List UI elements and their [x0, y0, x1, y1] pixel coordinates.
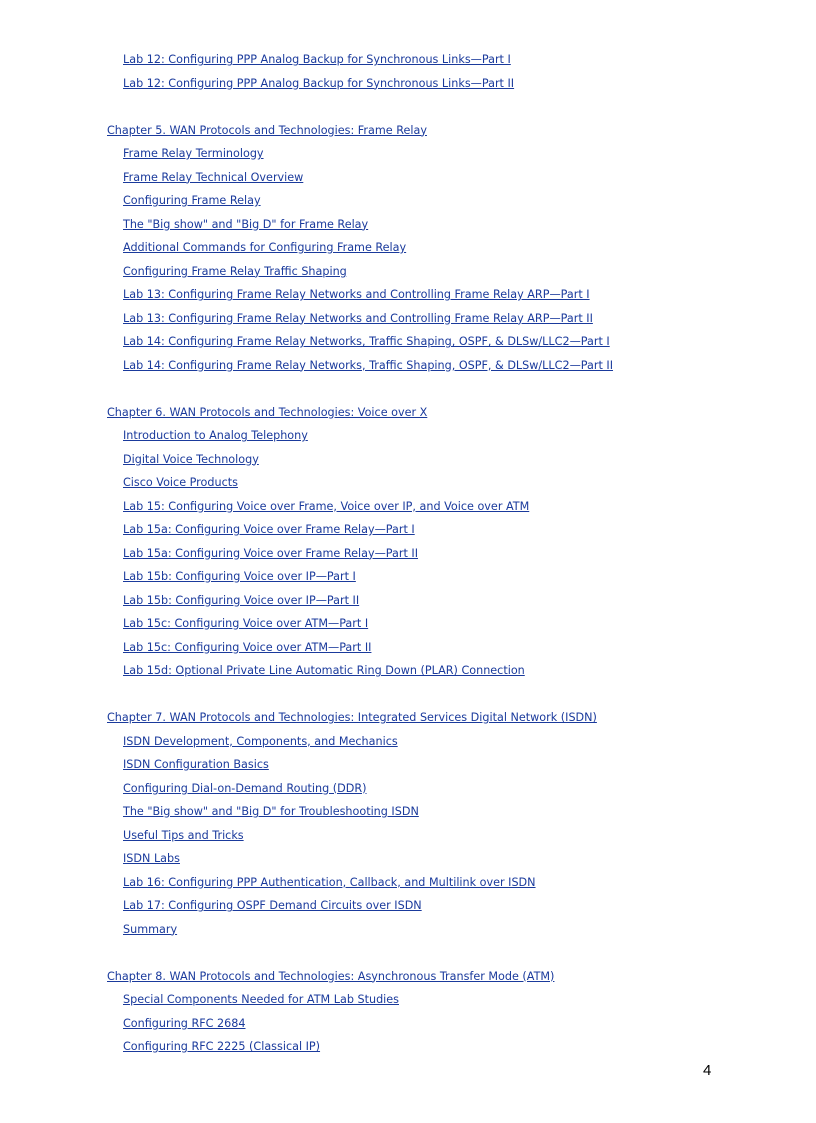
- toc-link[interactable]: ISDN Development, Components, and Mechanics: [123, 734, 398, 748]
- toc-link[interactable]: Lab 15c: Configuring Voice over ATM—Part I: [123, 617, 369, 630]
- toc-link[interactable]: Configuring RFC 2684: [123, 1016, 246, 1030]
- toc-link[interactable]: The "Big show" and "Big D" for Frame Relay: [123, 217, 369, 231]
- chapter-link[interactable]: Chapter 8. WAN Protocols and Technologies: Asynchronous Transfer Mode (ATM): [107, 969, 555, 983]
- toc-link[interactable]: Lab 13: Configuring Frame Relay Networks and Controlling Frame Relay ARP—Part I: [123, 288, 590, 301]
- toc-link[interactable]: Frame Relay Terminology: [123, 147, 264, 160]
- toc-link[interactable]: Summary: [123, 922, 178, 936]
- page-number: 4: [703, 1062, 712, 1079]
- section-spacer: [107, 99, 787, 123]
- toc-link[interactable]: Lab 15a: Configuring Voice over Frame Relay—Part I: [123, 523, 415, 536]
- toc-link[interactable]: Cisco Voice Products: [123, 476, 238, 489]
- toc-link[interactable]: Configuring Frame Relay: [123, 194, 261, 207]
- toc-link[interactable]: Lab 12: Configuring PPP Analog Backup for Synchronous Links—Part I: [123, 53, 511, 66]
- toc-link[interactable]: Lab 15b: Configuring Voice over IP—Part II: [123, 593, 360, 607]
- toc-link[interactable]: Lab 12: Configuring PPP Analog Backup for Synchronous Links—Part II: [123, 76, 515, 90]
- toc-link[interactable]: Lab 17: Configuring OSPF Demand Circuits over ISDN: [123, 899, 422, 912]
- toc-link[interactable]: Frame Relay Technical Overview: [123, 170, 304, 184]
- toc-link[interactable]: Lab 15c: Configuring Voice over ATM—Part II: [123, 640, 372, 654]
- toc-link[interactable]: Configuring RFC 2225 (Classical IP): [123, 1040, 321, 1053]
- toc-link[interactable]: Lab 15: Configuring Voice over Frame, Voice over IP, and Voice over ATM: [123, 499, 530, 513]
- toc-link[interactable]: Digital Voice Technology: [123, 452, 259, 466]
- section-spacer: [107, 945, 787, 969]
- toc-link[interactable]: Lab 15b: Configuring Voice over IP—Part I: [123, 570, 356, 583]
- section-spacer: [107, 381, 787, 405]
- chapter-link[interactable]: Chapter 7. WAN Protocols and Technologies: Integrated Services Digital Network (ISDN): [107, 711, 597, 724]
- toc-link[interactable]: Configuring Dial-on-Demand Routing (DDR): [123, 781, 367, 795]
- toc-link[interactable]: Additional Commands for Configuring Frame Relay: [123, 241, 407, 254]
- toc-link[interactable]: Special Components Needed for ATM Lab Studies: [123, 993, 399, 1006]
- toc-link[interactable]: Lab 14: Configuring Frame Relay Networks, Traffic Shaping, OSPF, & DLSw/LLC2—Part I: [123, 335, 610, 348]
- toc-link[interactable]: Configuring Frame Relay Traffic Shaping: [123, 264, 347, 278]
- toc-link[interactable]: Introduction to Analog Telephony: [123, 429, 308, 442]
- chapter-link[interactable]: Chapter 5. WAN Protocols and Technologies: Frame Relay: [107, 123, 427, 137]
- toc-link[interactable]: Lab 14: Configuring Frame Relay Networks, Traffic Shaping, OSPF, & DLSw/LLC2—Part II: [123, 358, 614, 372]
- toc-link[interactable]: Lab 15d: Optional Private Line Automatic Ring Down (PLAR) Connection: [123, 664, 525, 677]
- toc-link[interactable]: Lab 16: Configuring PPP Authentication, Callback, and Multilink over ISDN: [123, 875, 536, 889]
- chapter-link[interactable]: Chapter 6. WAN Protocols and Technologies: Voice over X: [107, 405, 428, 419]
- table-of-contents: [107, 52, 787, 1063]
- toc-link[interactable]: The "Big show" and "Big D" for Troubleshooting ISDN: [123, 805, 419, 818]
- toc-link[interactable]: ISDN Configuration Basics: [123, 758, 269, 771]
- toc-link[interactable]: Lab 13: Configuring Frame Relay Networks and Controlling Frame Relay ARP—Part II: [123, 311, 593, 325]
- toc-link[interactable]: Useful Tips and Tricks: [123, 828, 244, 842]
- toc-link[interactable]: Lab 15a: Configuring Voice over Frame Relay—Part II: [123, 546, 419, 560]
- section-spacer: [107, 687, 787, 711]
- toc-link[interactable]: ISDN Labs: [123, 852, 180, 865]
